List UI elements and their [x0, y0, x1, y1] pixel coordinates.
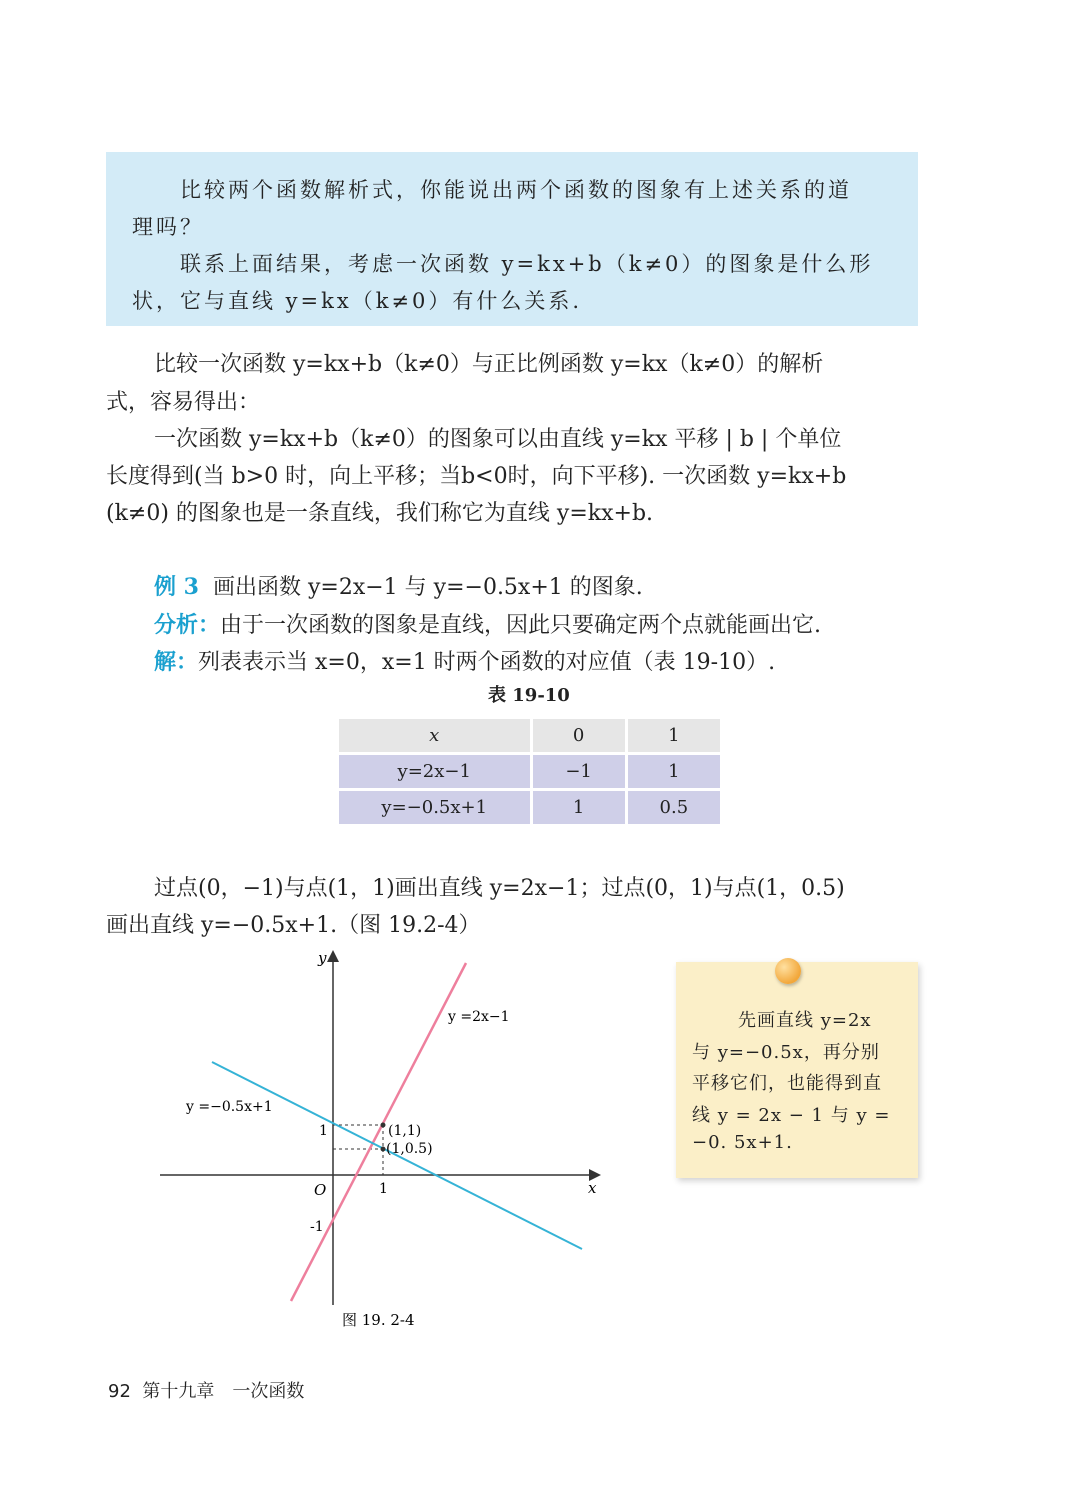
think-box-line: 比较两个函数解析式，你能说出两个函数的图象有上述关系的道 — [180, 178, 852, 202]
blue-line-label: y =−0.5x+1 — [186, 1099, 273, 1115]
pushpin-icon — [775, 958, 801, 984]
think-box-line: 联系上面结果，考虑一次函数 y=kx+b（k≠0）的图象是什么形 — [180, 252, 874, 276]
note-line: 与 y=−0.5x，再分别 — [692, 1042, 880, 1063]
line-y-2x-1 — [291, 963, 466, 1301]
example-text: 画出函数 y=2x−1 与 y=−0.5x+1 的图象. — [212, 575, 643, 600]
point-marker — [381, 1147, 386, 1152]
paragraph-line: 式，容易得出： — [106, 390, 261, 415]
table-header-cell: 0 — [533, 719, 625, 752]
table-caption: 表 19-10 — [488, 685, 570, 706]
think-box-line: 理吗？ — [132, 215, 204, 239]
table-row — [339, 755, 720, 788]
sticky-note — [676, 962, 918, 1178]
example-heading — [154, 570, 643, 601]
y-tick-label: -1 — [310, 1219, 324, 1235]
figure-caption: 图 19. 2-4 — [342, 1311, 415, 1329]
red-line-label: y =2x−1 — [448, 1009, 510, 1025]
point-b-label: (1,0.5) — [386, 1141, 433, 1157]
table-header-cell: x — [339, 719, 530, 752]
table-cell: 1 — [628, 755, 720, 788]
table-cell: 0.5 — [628, 791, 720, 824]
solution-text: 列表表示当 x=0，x=1 时两个函数的对应值（表 19-10）. — [198, 650, 776, 675]
value-table — [336, 716, 723, 827]
table-cell: y=2x−1 — [339, 755, 530, 788]
paragraph-line: 比较一次函数 y=kx+b（k≠0）与正比例函数 y=kx（k≠0）的解析 — [154, 352, 824, 377]
origin-label: O — [314, 1181, 327, 1199]
note-line: 先画直线 y=2x — [738, 1010, 872, 1031]
table-row — [339, 791, 720, 824]
table-header-row — [339, 719, 720, 752]
note-line: 平移它们，也能得到直 — [692, 1073, 882, 1094]
table-cell: y=−0.5x+1 — [339, 791, 530, 824]
paragraph-line: 一次函数 y=kx+b（k≠0）的图象可以由直线 y=kx 平移 | b | 个单位 — [154, 427, 842, 452]
note-line: 线 y = 2x − 1 与 y = — [692, 1105, 891, 1126]
x-axis-label: x — [588, 1179, 597, 1197]
y-tick-label: 1 — [319, 1123, 328, 1139]
think-box-line: 状，它与直线 y=kx（k≠0）有什么关系. — [132, 289, 583, 313]
table-header-cell: 1 — [628, 719, 720, 752]
x-tick-label: 1 — [379, 1181, 388, 1197]
point-a-label: (1,1) — [388, 1123, 422, 1139]
example-label: 例 3 — [154, 574, 199, 600]
point-marker — [381, 1123, 386, 1128]
y-axis-label: y — [318, 949, 327, 967]
paragraph-line: 画出直线 y=−0.5x+1.（图 19.2-4） — [106, 913, 481, 938]
paragraph-line: (k≠0) 的图象也是一条直线，我们称它为直线 y=kx+b. — [106, 501, 654, 526]
table-cell: −1 — [533, 755, 625, 788]
analysis-label: 分析： — [154, 612, 221, 638]
page-number: 92 — [108, 1381, 131, 1402]
analysis-line — [154, 608, 821, 639]
note-line: −0. 5x+1. — [692, 1132, 793, 1153]
solution-line — [154, 645, 775, 676]
paragraph-line: 长度得到(当 b>0 时，向上平移；当b<0时，向下平移). 一次函数 y=kx+b — [106, 464, 847, 489]
chapter-title: 第十九章 一次函数 — [142, 1381, 305, 1402]
paragraph-line: 过点(0，−1)与点(1，1)画出直线 y=2x−1；过点(0，1)与点(1，0.5) — [154, 876, 845, 901]
analysis-text: 由于一次函数的图象是直线，因此只要确定两个点就能画出它. — [220, 613, 822, 638]
table-cell: 1 — [533, 791, 625, 824]
function-graph — [150, 945, 630, 1345]
page-footer — [108, 1377, 304, 1403]
solution-label: 解： — [154, 649, 199, 675]
